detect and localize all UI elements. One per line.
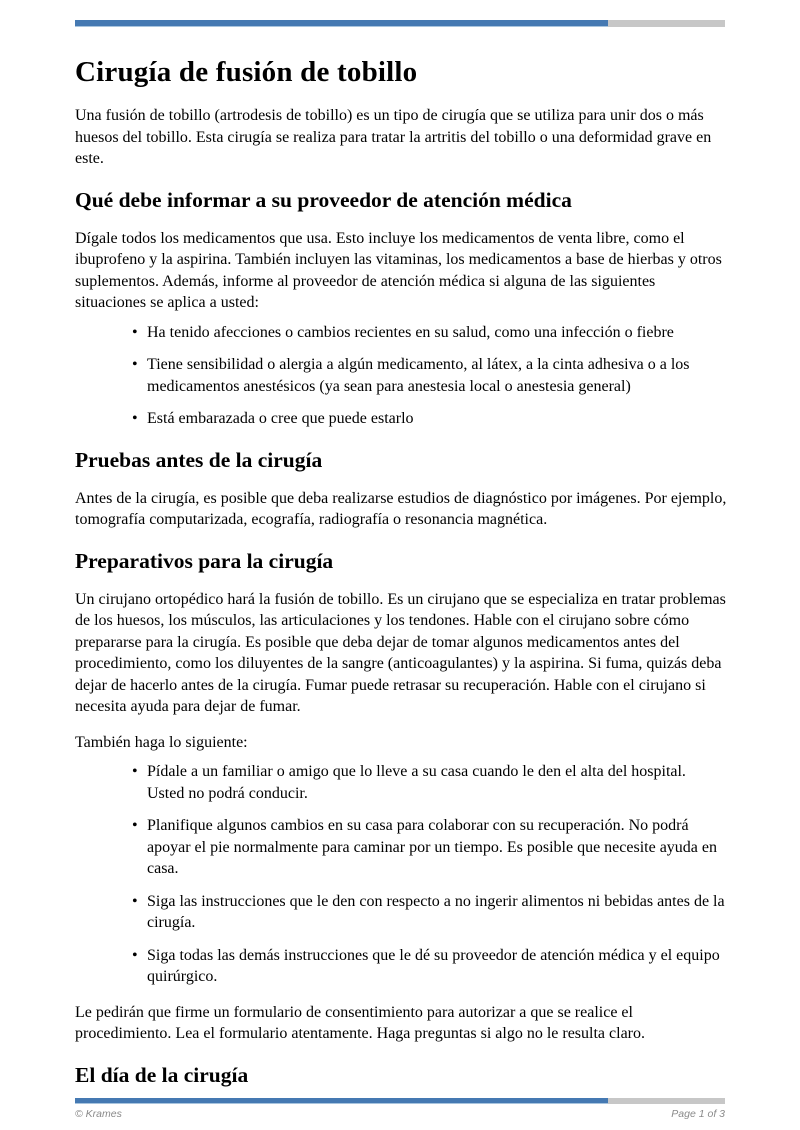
section-heading-surgery-day: El día de la cirugía — [75, 1062, 249, 1087]
list-item: • Está embarazada o cree que puede estarlo — [147, 408, 727, 430]
preparation-paragraph-2: También haga lo siguiente: — [75, 733, 248, 751]
inform-paragraph: Dígale todos los medicamentos que usa. Esto incluye los medicamentos de venta libre, como el ibuprofeno y la aspirina. También incluyen las vitaminas, los medicamentos a base de hierbas y otros suplementos. Además, informe al proveedor de atención médica si alguna de las siguientes situaciones se aplica a usted: — [75, 229, 722, 311]
list-item: • Planifique algunos cambios en su casa para colaborar con su recuperación. No podrá apoyar el pie normalmente para caminar por un tiempo. Es posible que necesite ayuda en casa. — [147, 815, 727, 880]
list-item: • Siga las instrucciones que le den con respecto a no ingerir alimentos ni bebidas antes de la cirugía. — [147, 891, 727, 934]
document-content — [75, 27, 727, 1089]
preparation-paragraph-3: Le pedirán que firme un formulario de consentimiento para autorizar a que se realice el procedimiento. Lea el formulario atentamente. Haga preguntas si algo no le resulta claro. — [75, 1003, 645, 1042]
footer-text-row — [75, 1108, 725, 1120]
section-heading-tests: Pruebas antes de la cirugía — [75, 447, 323, 472]
list-item: • Siga todas las demás instrucciones que le dé su proveedor de atención médica y el equipo quirúrgico. — [147, 945, 727, 988]
section-heading-preparation: Preparativos para la cirugía — [75, 548, 334, 573]
page-number-label: Page 1 of 3 — [671, 1108, 725, 1120]
copyright-label: © Krames — [75, 1108, 122, 1120]
tests-paragraph: Antes de la cirugía, es posible que deba realizarse estudios de diagnóstico por imágenes. Por ejemplo, tomografía computarizada, ecografía, radiografía o resonancia magnética. — [75, 489, 727, 528]
top-divider-blue-segment — [75, 20, 608, 27]
bottom-divider-bar — [75, 1098, 725, 1104]
list-item: • Tiene sensibilidad o alergia a algún medicamento, al látex, a la cinta adhesiva o a los medicamentos anestésicos (ya sean para anestesia local o anestesia general) — [147, 354, 727, 397]
preparation-paragraph-1: Un cirujano ortopédico hará la fusión de tobillo. Es un cirujano que se especializa en tratar problemas de los huesos, los músculos, las articulaciones y los tendones. Hable con el cirujano sobre cómo prepararse para la cirugía. Es posible que deba dejar de tomar algunos medicamentos antes del procedimiento, como los diluyentes de la sangre (anticoagulantes) y la aspirina. Si fuma, quizás deba dejar de hacerlo antes de la cirugía. Fumar puede retrasar su recuperación. Hable con el cirujano si necesita ayuda para dejar de fumar. — [75, 590, 726, 715]
list-item: • Ha tenido afecciones o cambios recientes en su salud, como una infección o fiebre — [147, 322, 727, 344]
page-title: Cirugía de fusión de tobillo — [75, 56, 418, 88]
preparation-bullet-list — [75, 761, 727, 988]
list-item: • Pídale a un familiar o amigo que lo lleve a su casa cuando le den el alta del hospital. Usted no podrá conducir. — [147, 761, 727, 804]
bottom-divider-blue-segment — [75, 1098, 608, 1104]
top-divider-bar — [75, 20, 725, 27]
page-footer — [75, 1098, 725, 1120]
intro-paragraph: Una fusión de tobillo (artrodesis de tobillo) es un tipo de cirugía que se utiliza para unir dos o más huesos del tobillo. Esta cirugía se realiza para tratar la artritis del tobillo o una deformidad grave en este. — [75, 107, 712, 167]
top-divider-gray-segment — [608, 20, 725, 27]
inform-bullet-list — [75, 322, 727, 430]
section-heading-inform-provider: Qué debe informar a su proveedor de atención médica — [75, 187, 572, 212]
bottom-divider-gray-segment — [608, 1098, 725, 1104]
